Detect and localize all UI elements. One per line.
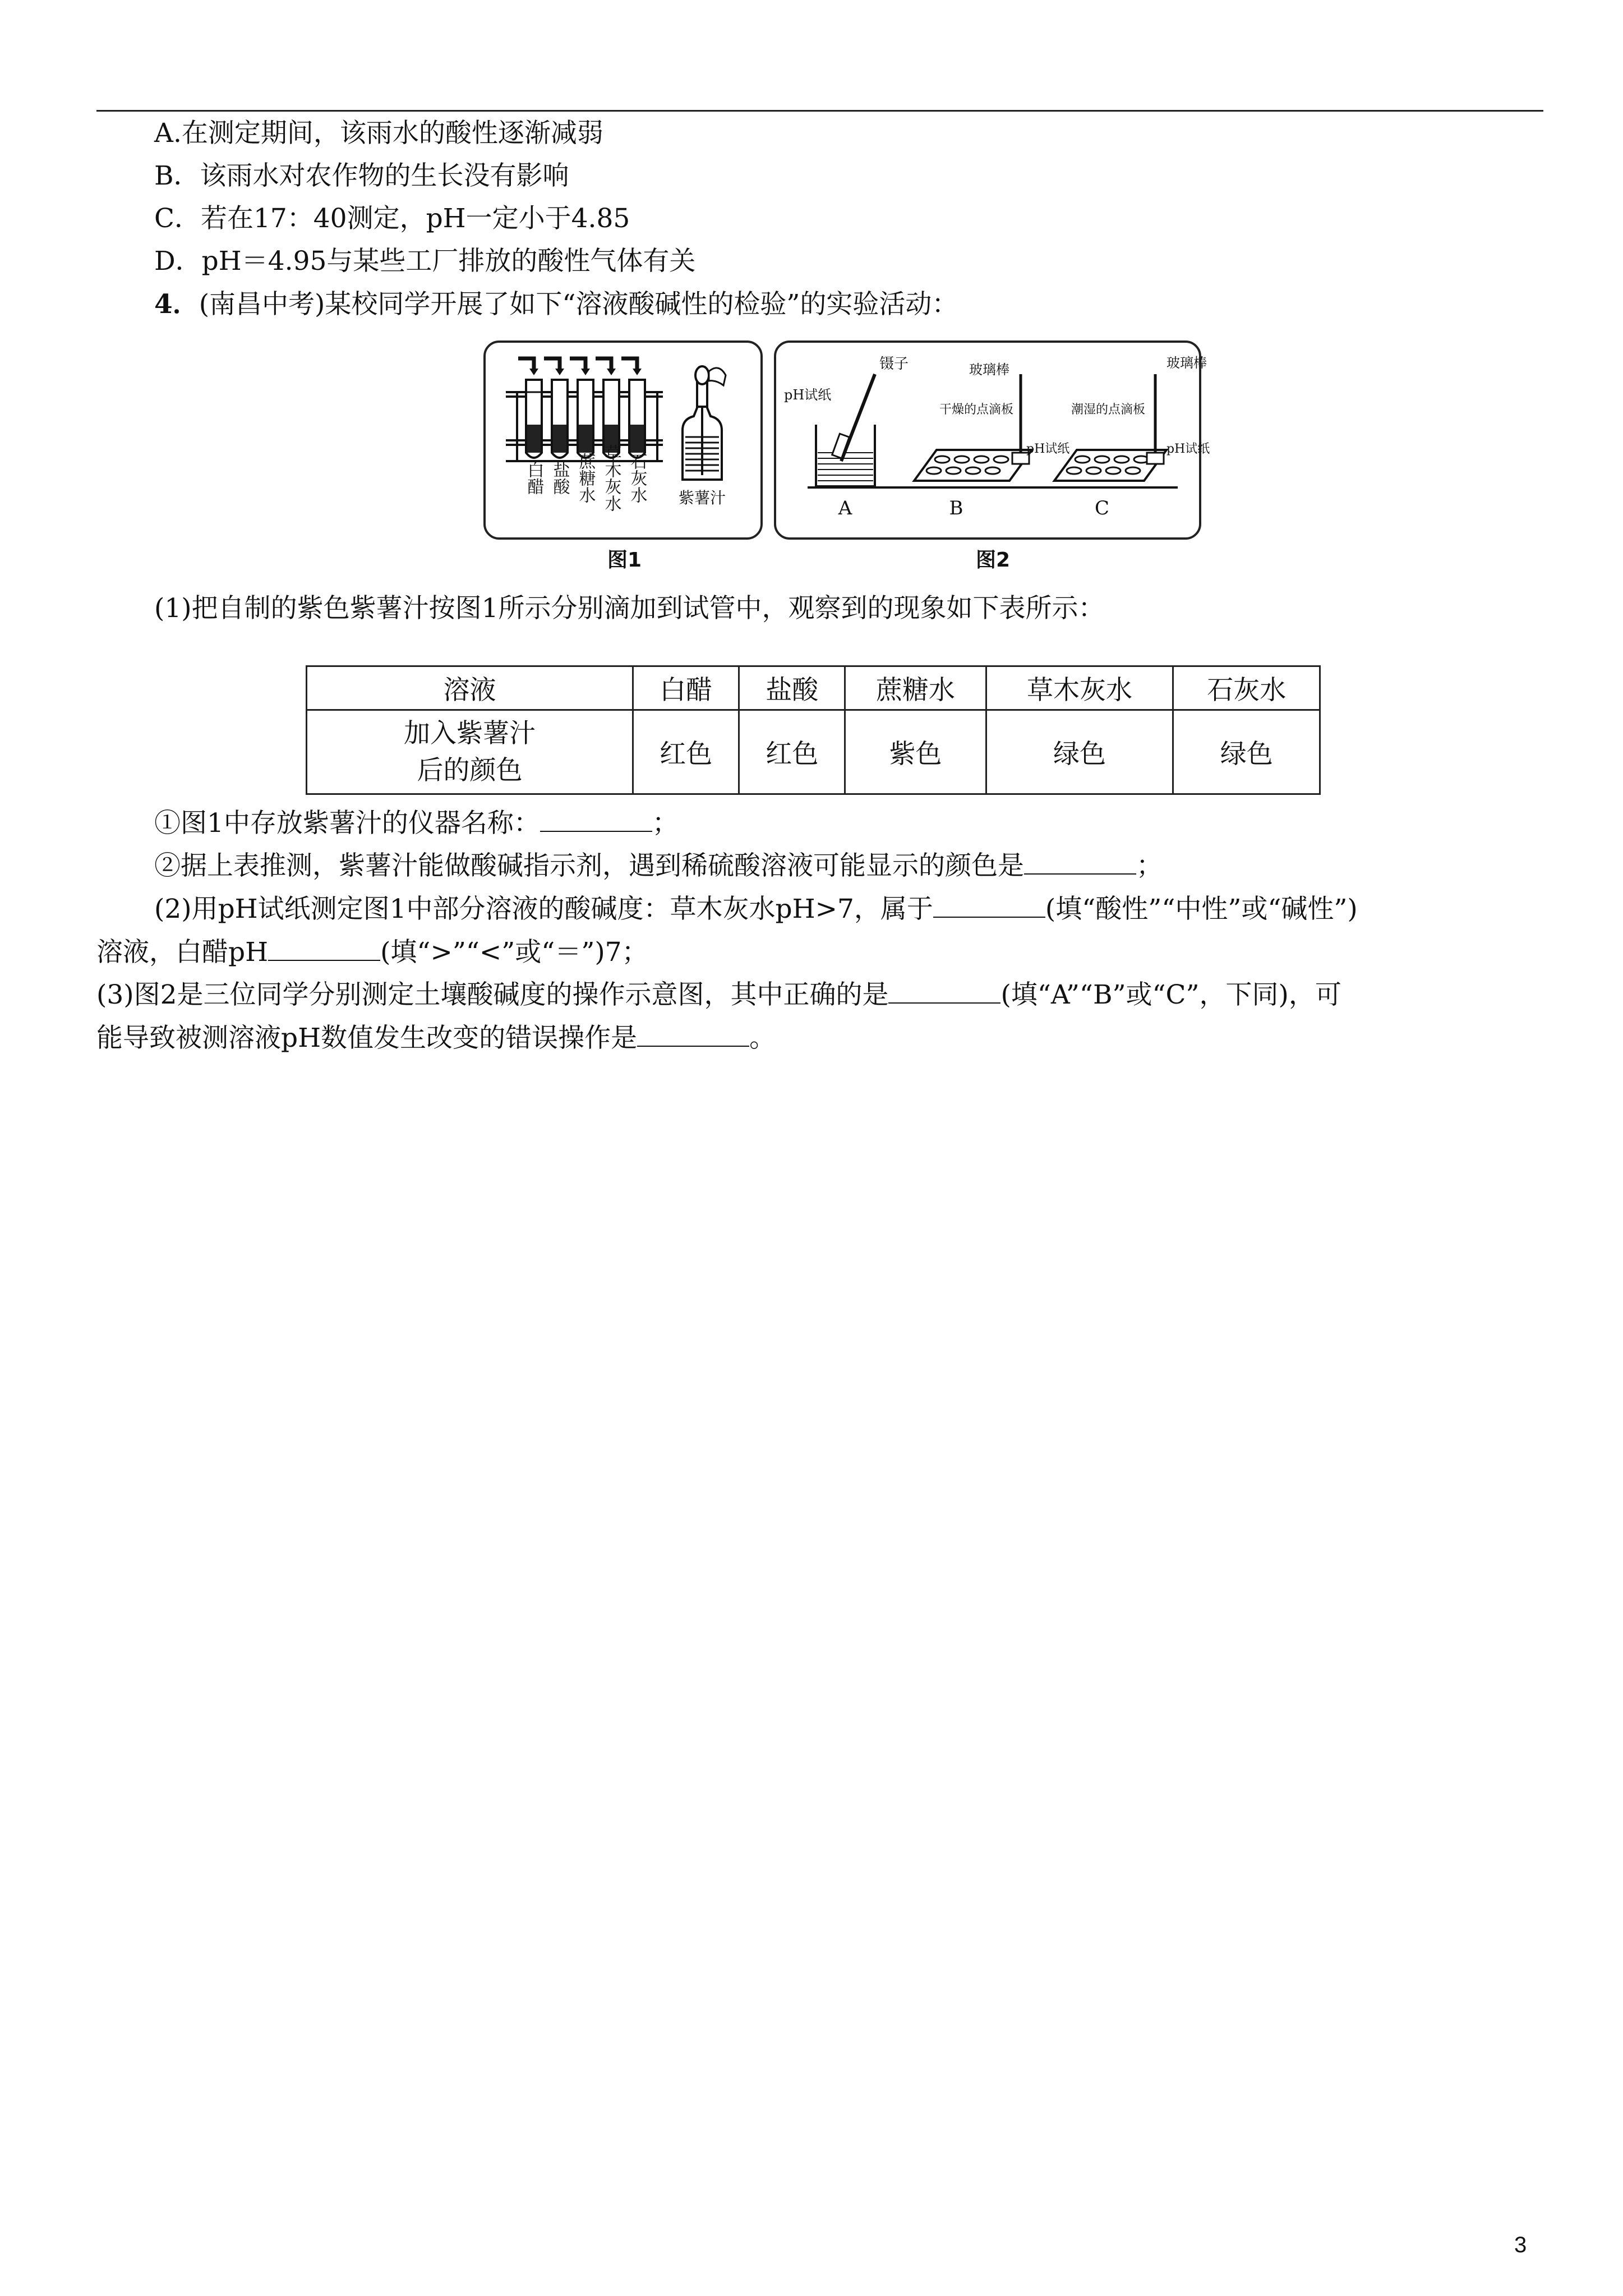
label-glass-rod-b: 玻璃棒 [969,362,1009,378]
page-number: 3 [1514,2233,1527,2257]
label-ph-paper-a: pH试纸 [784,387,832,403]
header-rule [96,110,1543,112]
question-2-line-1 [154,892,1358,926]
row-label-line-2: 后的颜色 [417,754,523,786]
answer-blank[interactable] [268,935,380,961]
label-dry-plate: 干燥的点滴板 [939,403,1014,417]
question-4-stem [154,288,958,321]
figure-1 [483,341,763,540]
part-1-intro: (1)把自制的紫色紫薯汁按图1所示分别滴加到试管中，观察到的现象如下表所示： [154,593,1105,624]
tube-label-plant-ash-water: 草木灰水 [601,444,621,512]
question-1-1-end: ； [652,808,679,839]
question-1-2 [154,849,1163,883]
table-header-cell: 蔗糖水 [845,666,986,710]
table-header-cell: 草木灰水 [986,666,1173,710]
question-2-text-c: 溶液，白醋pH [96,937,269,968]
question-1-2-text: ②据上表推测，紫薯汁能做酸碱指示剂，遇到稀硫酸溶液可能显示的颜色是 [154,850,1024,881]
label-glass-rod-c: 玻璃棒 [1166,355,1207,371]
table-cell: 紫色 [845,710,986,794]
panel-c: C [1094,497,1110,519]
figure-2-caption: 图2 [976,549,1011,572]
bottle-label: 紫薯汁 [678,489,726,507]
table-cell: 绿色 [986,710,1173,794]
question-2-line-2 [96,935,648,969]
question-1-1-text: ①图1中存放紫薯汁的仪器名称： [154,808,540,839]
question-2-text-b: (填“酸性”“中性”或“碱性”) [1045,894,1358,924]
figure-2 [774,341,1210,540]
answer-blank[interactable] [1024,849,1136,875]
question-3-text-d: 。 [749,1023,776,1053]
option-d: D．pH＝4.95与某些工厂排放的酸性气体有关 [154,246,696,277]
question-2-text-d: (填“>”“<”或“＝”)7； [380,937,648,968]
table-header-cell: 盐酸 [739,666,845,710]
question-2-text-a: (2)用pH试纸测定图1中部分溶液的酸碱度：草木灰水pH>7，属于 [154,894,933,924]
tube-label-hcl: 盐酸 [550,461,570,495]
question-stem-text: (南昌中考)某校同学开展了如下“溶液酸碱性的检验”的实验活动： [199,289,958,320]
table-cell: 红色 [739,710,845,794]
panel-a: A [838,497,852,519]
answer-blank[interactable] [637,1021,749,1047]
panel-b: B [949,497,963,519]
tube-label-sugar-water: 蔗糖水 [575,453,596,503]
table-cell: 绿色 [1173,710,1320,794]
table-header-cell: 溶液 [307,666,633,710]
option-b: B．该雨水对农作物的生长没有影响 [154,160,569,191]
table-header-row [307,666,1320,710]
question-1-1 [154,806,679,840]
table-header-cell: 石灰水 [1173,666,1320,710]
question-1-2-end: ； [1136,850,1163,881]
question-3-line-1 [96,978,1341,1012]
results-table [306,665,1321,795]
option-a: A.在测定期间，该雨水的酸性逐渐减弱 [154,118,603,149]
row-label-line-1: 加入紫薯汁 [404,717,536,749]
question-3-text-a: (3)图2是三位同学分别测定土壤酸碱度的操作示意图，其中正确的是 [96,979,889,1010]
label-ph-paper-c: pH试纸 [1166,442,1210,456]
answer-blank[interactable] [933,892,1045,918]
question-3-line-2 [96,1021,776,1055]
tube-label-vinegar: 白醋 [524,461,544,495]
answer-blank[interactable] [540,806,652,832]
option-c: C．若在17：40测定，pH一定小于4.85 [154,203,630,234]
question-3-text-c: 能导致被测溶液pH数值发生改变的错误操作是 [96,1023,638,1053]
label-wet-plate: 潮湿的点滴板 [1071,403,1146,417]
table-cell: 红色 [633,710,739,794]
label-ph-paper-b: pH试纸 [1026,442,1070,456]
question-number: 4． [154,289,199,320]
table-header-cell: 白醋 [633,666,739,710]
row-label-cell [307,710,633,794]
question-3-text-b: (填“A”“B”或“C”，下同)，可 [1000,979,1341,1010]
tube-label-limewater: 石灰水 [627,453,647,503]
answer-blank[interactable] [888,978,1000,1004]
label-tweezers: 镊子 [879,356,909,372]
figure-1-caption: 图1 [607,549,642,572]
table-row [307,710,1320,794]
